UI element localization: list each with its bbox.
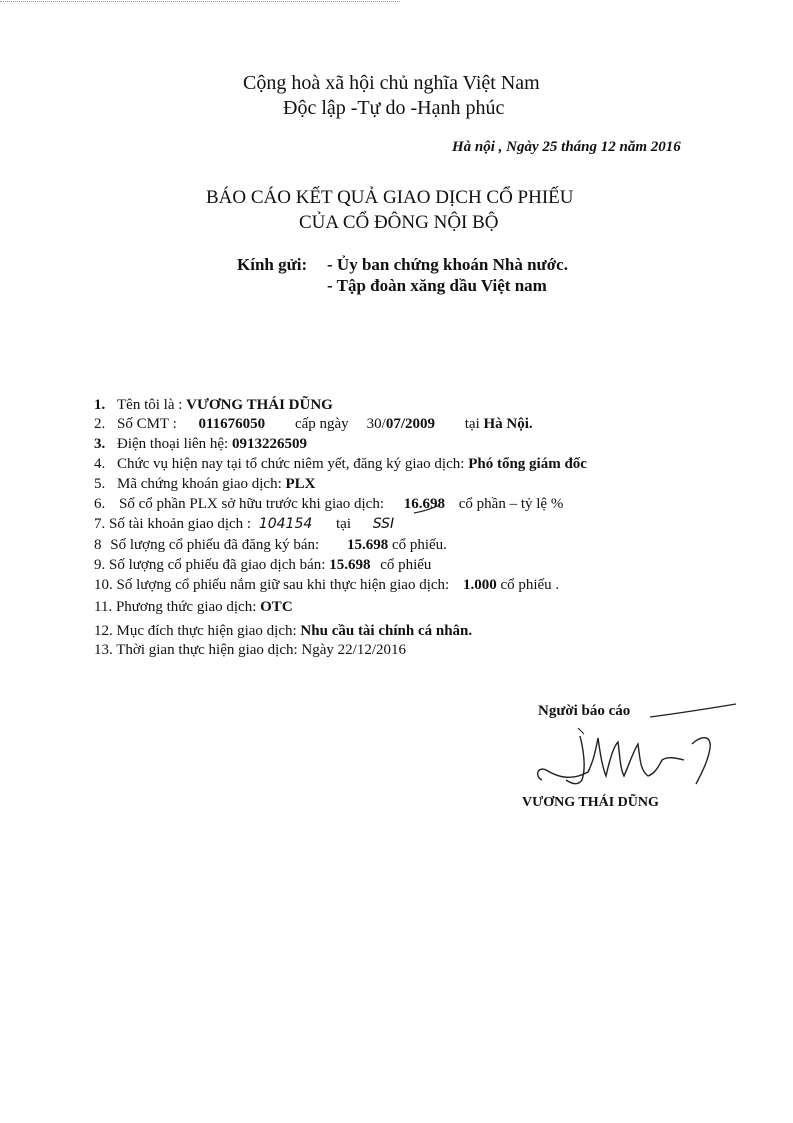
item-number: 6. [94,496,106,512]
item-value: PLX [285,476,316,492]
report-title: BÁO CÁO KẾT QUẢ GIAO DỊCH CỔ PHIẾU [206,187,574,208]
item-number: 5. [94,476,106,492]
item-suffix: cổ phiếu . [500,577,560,593]
item-value: Nhu cầu tài chính cá nhân. [300,623,473,639]
handwritten-stroke [412,502,442,516]
item-label: Số lượng cổ phiếu nắm giữ sau khi thực hiện giao dịch: [116,577,450,593]
recipient-2: - Tập đoàn xăng dầu Việt nam [327,276,547,295]
broker-label: tại [336,516,352,532]
item-value: 15.698 [329,557,371,573]
item-label: Điện thoại liên hệ: [117,436,229,452]
item-label: Thời gian thực hiện giao dịch: Ngày 22/12/2016 [116,642,406,658]
handwritten-account-number: 104154 [258,516,313,532]
item-value: 16.698 [403,496,446,512]
item-1 [94,397,333,414]
item-number: 13. [94,642,113,658]
item-label: Phương thức giao dịch: [115,599,257,615]
item-label: Chức vụ hiện nay tại tổ chức niêm yết, đăng ký giao dịch: [117,456,465,472]
item-11 [94,599,293,616]
item-3 [94,436,307,453]
handwritten-broker: SSI [372,516,395,532]
item-number: 10. [94,577,113,593]
item-12 [94,623,472,640]
item-value: Phó tổng giám đốc [468,456,587,472]
item-label: Mã chứng khoán giao dịch: [117,476,282,492]
id-number: 011676050 [198,416,266,432]
report-subtitle: CỦA CỔ ĐÔNG NỘI BỘ [299,212,499,233]
item-number: 3. [94,436,106,452]
item-9 [94,557,431,574]
national-title: Cộng hoà xã hội chủ nghĩa Việt Nam [243,72,540,94]
item-value: OTC [260,599,293,615]
item-value: 15.698 [346,537,389,553]
report-date: Hà nội , Ngày 25 tháng 12 năm 2016 [452,139,681,155]
item-number: 4. [94,456,106,472]
issue-place-label: tại [464,416,480,432]
item-number: 1. [94,397,106,413]
item-value: 1.000 [462,577,497,593]
item-13 [94,642,406,659]
item-10 [94,577,559,594]
item-value: 0913226509 [231,436,307,452]
signature-image [530,722,730,790]
issue-date-part: 30/ [366,416,386,432]
item-label: Tên tôi là : [117,397,183,413]
item-value: VƯƠNG THÁI DŨNG [186,397,333,413]
item-label: Số CMT : [117,416,177,432]
item-label: Số tài khoản giao dịch : [109,516,252,532]
item-number: 7. [94,516,106,532]
issue-date-value: 07/2009 [385,416,436,432]
item-label: Số lượng cổ phiếu đã giao dịch bán: [109,557,326,573]
item-number: 8 [94,537,102,553]
recipient-1: - Ủy ban chứng khoán Nhà nước. [327,255,568,274]
item-suffix: cổ phiếu [380,557,432,573]
signature-label: Người báo cáo [538,703,631,719]
issue-date-label: cấp ngày [294,416,349,432]
item-number: 2. [94,416,106,432]
issue-place: Hà Nội. [483,416,533,432]
item-4 [94,456,587,473]
item-5 [94,476,316,493]
item-number: 9. [94,557,106,573]
recipient-label: Kính gửi: [237,255,308,274]
signer-name: VƯƠNG THÁI DŨNG [522,795,659,810]
item-suffix: cổ phiếu. [391,537,447,553]
scan-top-edge [0,1,400,3]
item-label: Mục đích thực hiện giao dịch: [116,623,297,639]
handwritten-line [648,700,740,722]
item-label: Số cổ phần PLX sở hữu trước khi giao dịch: [119,496,385,512]
national-motto: Độc lập -Tự do -Hạnh phúc [283,97,505,119]
item-2 [94,416,533,433]
item-number: 12. [94,623,113,639]
item-label: Số lượng cổ phiếu đã đăng ký bán: [110,537,320,553]
item-8 [94,537,447,554]
item-suffix: cổ phần – tỷ lệ % [458,496,564,512]
item-6 [94,496,563,513]
item-number: 11. [94,599,113,615]
item-7 [94,516,394,533]
